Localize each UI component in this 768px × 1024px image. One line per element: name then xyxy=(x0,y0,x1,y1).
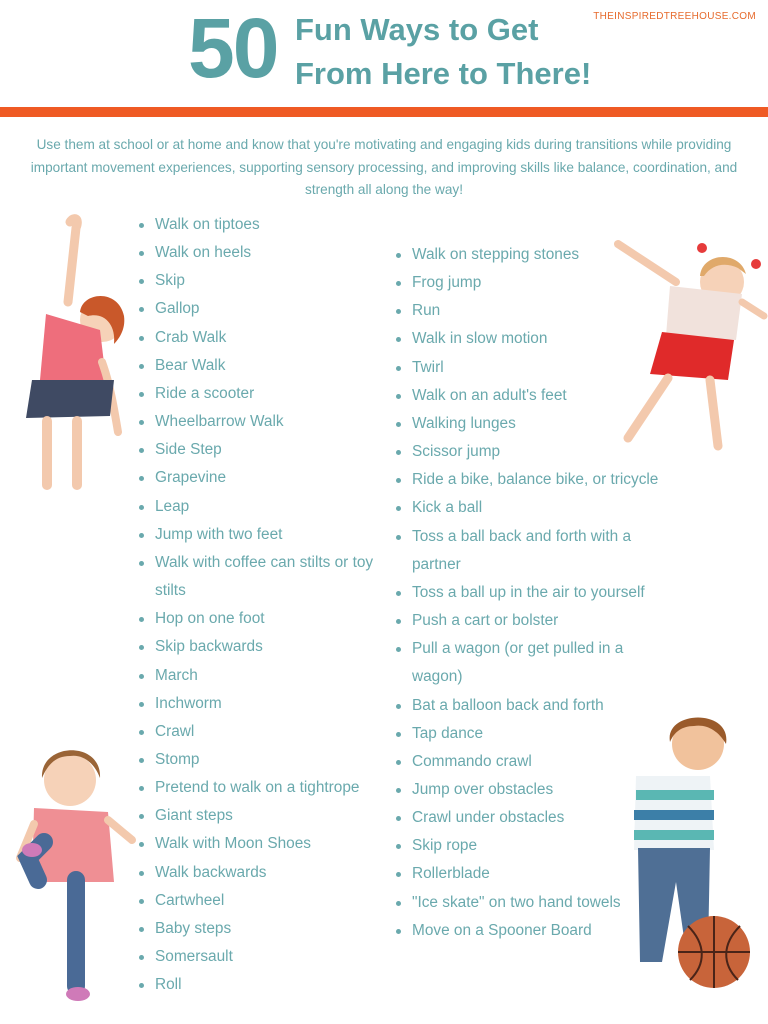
list-item: Rollerblade xyxy=(395,860,660,888)
list-item: wagon) xyxy=(412,668,463,686)
list-item: Side Step xyxy=(138,436,388,464)
list-item: Bear Walk xyxy=(138,352,388,380)
list-item: Pull a wagon (or get pulled in a xyxy=(395,635,660,663)
list-item: Ride a scooter xyxy=(138,380,388,408)
list-item: Run xyxy=(395,297,660,325)
list-item: Baby steps xyxy=(138,915,388,943)
list-item: Leap xyxy=(138,493,388,521)
list-item: Walk backwards xyxy=(138,859,388,887)
list-item: Move on a Spooner Board xyxy=(395,917,660,945)
list-item: Walk with coffee can stilts or toy xyxy=(138,549,388,577)
list-item: Crawl xyxy=(138,718,388,746)
list-item: Wheelbarrow Walk xyxy=(138,408,388,436)
list-item: Grapevine xyxy=(138,464,388,492)
title-number: 50 xyxy=(188,1,278,95)
list-item: Scissor jump xyxy=(395,438,660,466)
list-item: Somersault xyxy=(138,943,388,971)
intro-paragraph: Use them at school or at home and know that you're motivating and engaging kids during transitions while providing important movement experiences, supporting sensory processing, and improving skills like balance, coordination, and strength all along the way! xyxy=(30,137,738,197)
list-item: Roll xyxy=(138,971,388,999)
list-item: Walk on tiptoes xyxy=(138,211,388,239)
activity-list-left xyxy=(138,211,388,999)
list-item: Skip xyxy=(138,267,388,295)
list-item: Walk on stepping stones xyxy=(395,241,660,269)
list-item: Inchworm xyxy=(138,690,388,718)
list-item: Jump over obstacles xyxy=(395,776,660,804)
list-item: Ride a bike, balance bike, or tricycle xyxy=(395,466,660,494)
list-item: Skip rope xyxy=(395,832,660,860)
list-item: Toss a ball up in the air to yourself xyxy=(395,579,660,607)
title-line-2: From Here to There! xyxy=(295,56,592,91)
list-item: Crab Walk xyxy=(138,324,388,352)
list-item: Twirl xyxy=(395,354,660,382)
child-with-basketball-photo xyxy=(606,712,760,1002)
list-item: Bat a balloon back and forth xyxy=(395,692,660,720)
list-item: Cartwheel xyxy=(138,887,388,915)
title-line-1: Fun Ways to Get xyxy=(295,12,539,47)
list-item: Kick a ball xyxy=(395,494,660,522)
child-pink-shirt-photo xyxy=(4,732,138,1004)
list-item: Toss a ball back and forth with a xyxy=(395,523,660,551)
list-item: Commando crawl xyxy=(395,748,660,776)
list-item: "Ice skate" on two hand towels xyxy=(395,889,660,917)
list-item: Giant steps xyxy=(138,802,388,830)
list-item: stilts xyxy=(155,582,186,600)
list-item: March xyxy=(138,662,388,690)
list-item: Frog jump xyxy=(395,269,660,297)
list-item: Tap dance xyxy=(395,720,660,748)
list-item: Gallop xyxy=(138,295,388,323)
list-item: partner xyxy=(412,555,461,573)
list-item: Skip backwards xyxy=(138,633,388,661)
list-item: Jump with two feet xyxy=(138,521,388,549)
site-url[interactable]: THEINSPIREDTREEHOUSE.COM xyxy=(593,11,756,22)
list-item: Push a cart or bolster xyxy=(395,607,660,635)
list-item: Walk in slow motion xyxy=(395,325,660,353)
child-stretching-photo xyxy=(18,212,130,502)
list-item: Pretend to walk on a tightrope xyxy=(138,774,388,802)
accent-divider xyxy=(0,107,768,117)
list-item: Stomp xyxy=(138,746,388,774)
child-red-skirt-photo xyxy=(606,232,768,457)
list-item: Crawl under obstacles xyxy=(395,804,660,832)
list-item: Walk on heels xyxy=(138,239,388,267)
list-item: Walking lunges xyxy=(395,410,660,438)
list-item: Walk with Moon Shoes xyxy=(138,830,388,858)
list-item: Walk on an adult's feet xyxy=(395,382,660,410)
list-item: Hop on one foot xyxy=(138,605,388,633)
